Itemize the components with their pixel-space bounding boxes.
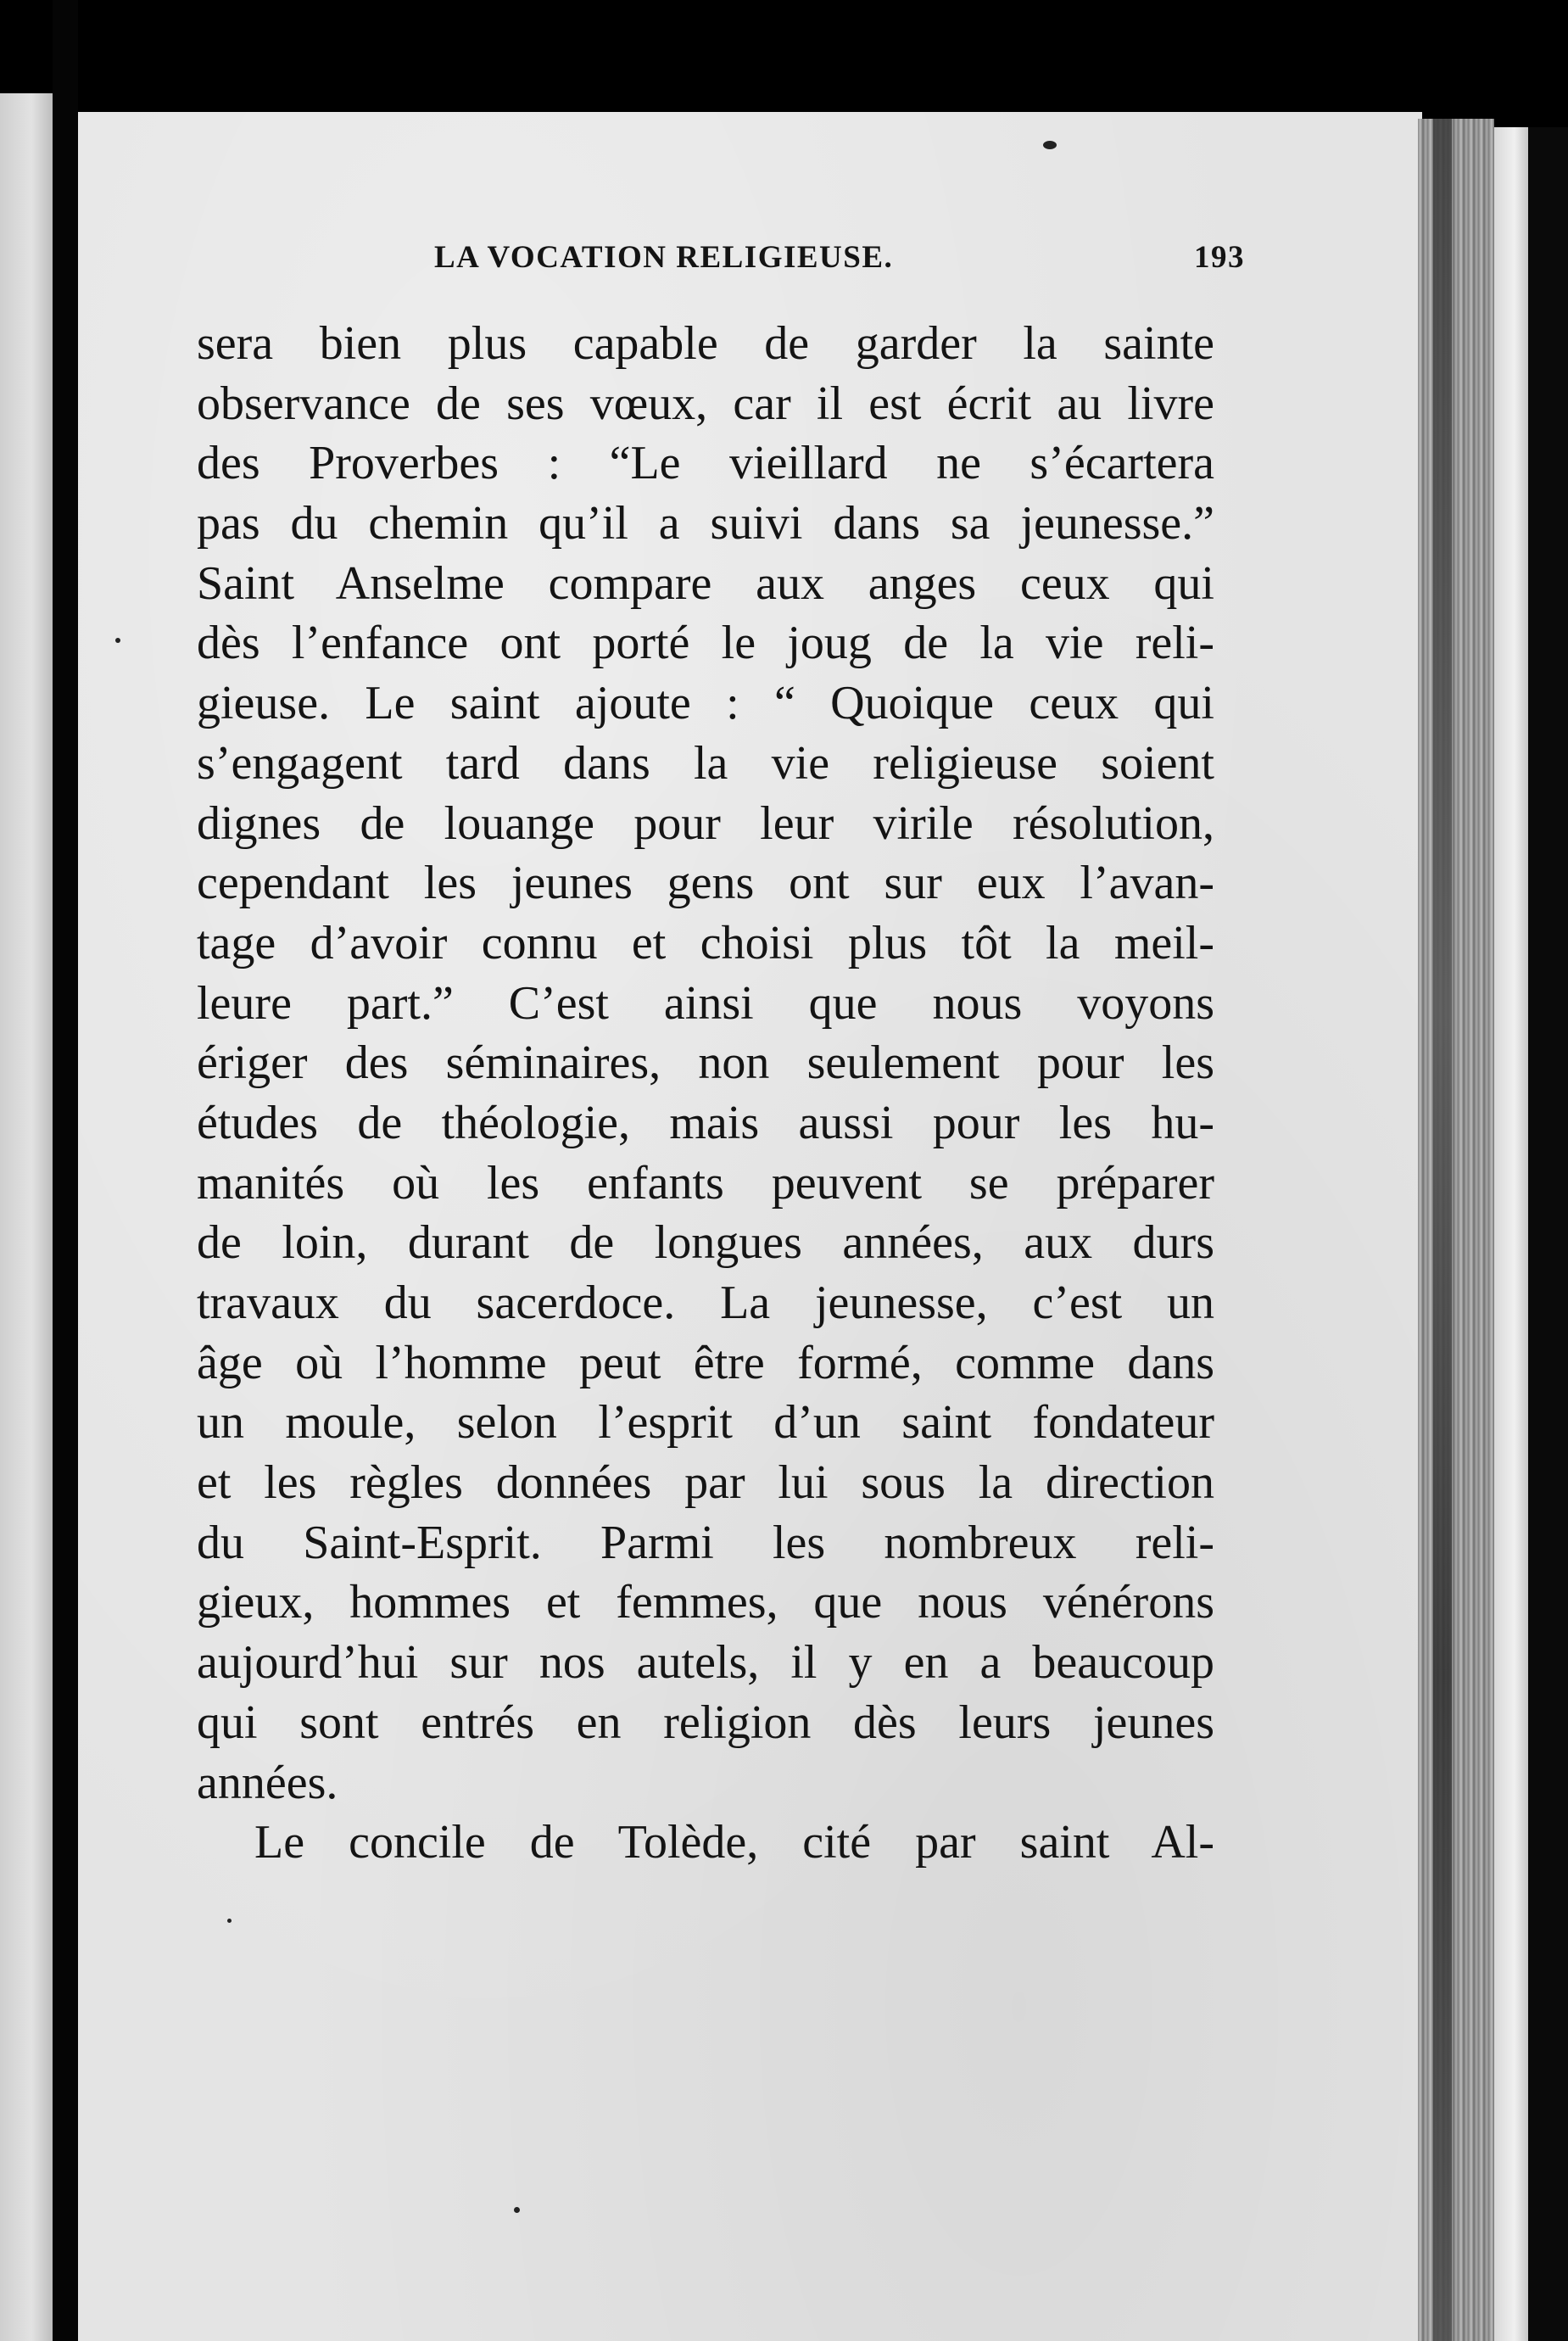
cover-edge	[1494, 127, 1528, 2341]
text-line: aujourd’hui sur nos autels, il y en a beaucoup	[197, 1636, 1214, 1690]
text-line: de loin, durant de longues années, aux durs	[197, 1216, 1214, 1270]
text-line: du Saint-Esprit. Parmi les nombreux reli-	[197, 1516, 1214, 1569]
text-line: Saint Anselme compare aux anges ceux qui	[197, 556, 1214, 610]
text-line: études de théologie, mais aussi pour les hu-	[197, 1096, 1214, 1149]
speck	[514, 2207, 520, 2213]
text-line: et les règles données par lui sous la direction	[197, 1456, 1214, 1510]
text-line: gieuse. Le saint ajoute : “ Quoique ceux qui	[197, 677, 1214, 730]
running-title: LA VOCATION RELIGIEUSE.	[434, 240, 894, 275]
scan-border	[1528, 127, 1568, 2341]
text-line: cependant les jeunes gens ont sur eux l’avan-	[197, 857, 1214, 910]
text-line: dès l’enfance ont porté le joug de la vie reli-	[197, 617, 1214, 670]
text-line: années.	[197, 1756, 338, 1809]
speck	[227, 1919, 232, 1923]
text-line: Le concile de Tolède, cité par saint Al-	[254, 1816, 1214, 1869]
facing-page-edge	[0, 93, 53, 2341]
text-line: leure part.” C’est ainsi que nous voyons	[197, 976, 1214, 1030]
text-line: manités où les enfants peuvent se préparer	[197, 1156, 1214, 1210]
text-line: âge où l’homme peut être formé, comme dans	[197, 1336, 1214, 1389]
text-line: dignes de louange pour leur virile résolution,	[197, 796, 1214, 850]
book-gutter	[53, 0, 78, 2341]
text-line: pas du chemin qu’il a suivi dans sa jeunesse.”	[197, 497, 1214, 550]
text-line: gieux, hommes et femmes, que nous vénérons	[197, 1576, 1214, 1629]
text-line: travaux du sacerdoce. La jeunesse, c’est un	[197, 1277, 1214, 1329]
text-line: tage d’avoir connu et choisi plus tôt la meil-	[197, 916, 1214, 969]
page-number: 193	[1194, 240, 1245, 275]
text-line: s’engagent tard dans la vie religieuse soient	[197, 736, 1214, 790]
body-text	[197, 314, 1214, 1873]
text-line: sera bien plus capable de garder la sainte	[197, 317, 1214, 370]
text-line: qui sont entrés en religion dès leurs jeunes	[197, 1696, 1214, 1749]
page-block-shadow	[1433, 119, 1452, 2341]
paragraph	[197, 1813, 1214, 1873]
page-block-edge	[1418, 119, 1494, 2341]
text-line: observance de ses vœux, car il est écrit au livre	[197, 377, 1214, 430]
speck	[1043, 141, 1057, 149]
text-line: ériger des séminaires, non seulement pour les	[197, 1036, 1214, 1090]
text-line: un moule, selon l’esprit d’un saint fondateur	[197, 1396, 1214, 1450]
running-head	[197, 239, 1245, 290]
paragraph	[197, 314, 1214, 1813]
speck	[115, 638, 120, 643]
text-line: des Proverbes : “Le vieillard ne s’écartera	[197, 437, 1214, 490]
text-area	[197, 239, 1245, 1873]
